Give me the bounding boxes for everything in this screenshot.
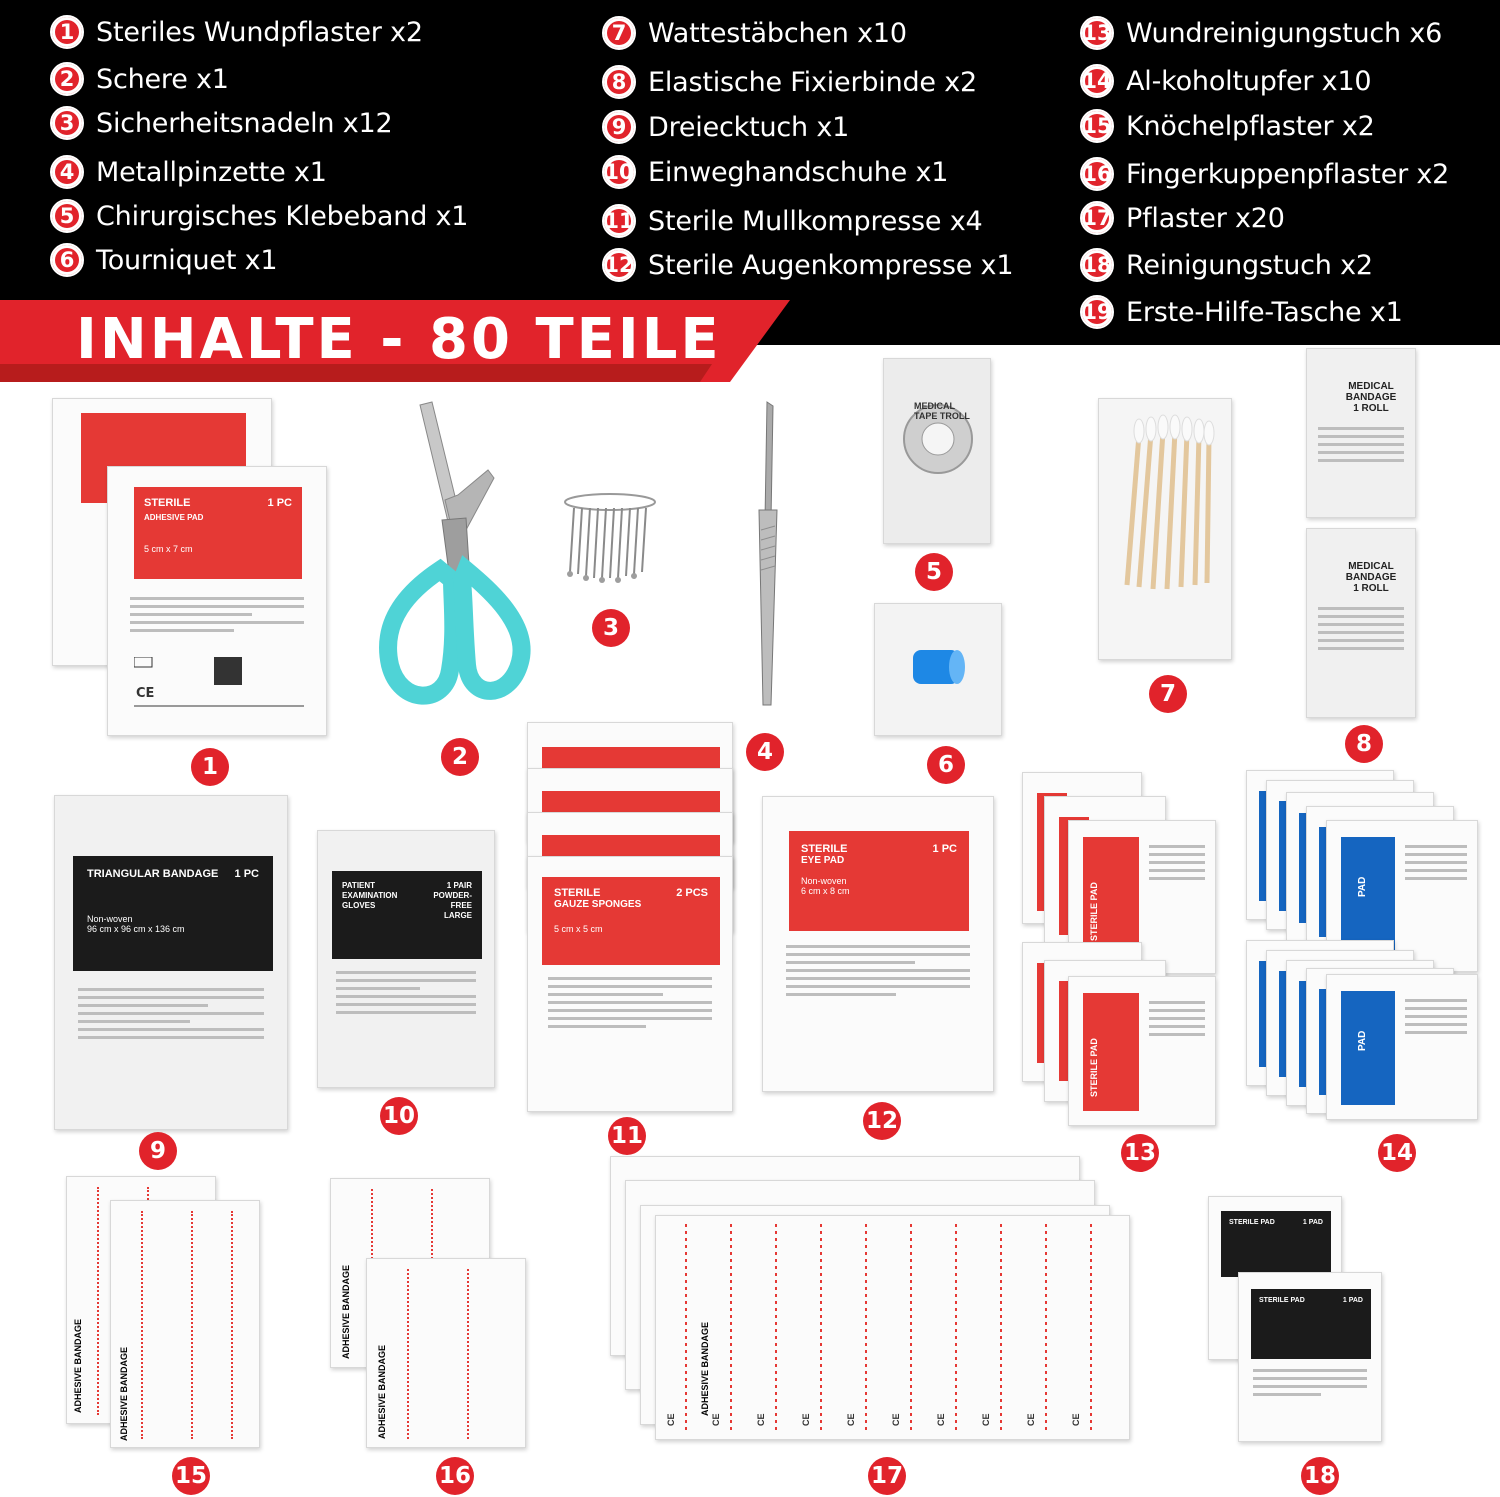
packet-label: STERILE 2 PCS GAUZE SPONGES 5 cm x 5 cm <box>542 877 720 965</box>
item-label: Chirurgisches Klebeband x1 <box>96 200 469 232</box>
packet-label: PATIENT EXAMINATION GLOVES 1 PAIR POWDER-FREE LARGE <box>332 871 482 959</box>
packet-label: TRIANGULAR BANDAGE 1 PC Non-woven 96 cm x 96 cm x 136 cm <box>73 856 273 971</box>
item-badge: 15 <box>172 1457 210 1495</box>
svg-text:CE: CE <box>1071 1413 1081 1426</box>
banner-title: INHALTE - 80 TEILE <box>76 307 722 372</box>
item-badge: 14 <box>1378 1134 1416 1172</box>
list-item <box>602 13 907 53</box>
header-panel <box>0 0 1500 345</box>
list-item <box>602 245 1013 285</box>
item-label: Elastische Fixierbinde x2 <box>648 66 977 98</box>
item-badge: 5 <box>915 553 953 591</box>
packet <box>762 796 994 1092</box>
scissors-icon <box>370 400 540 730</box>
packet <box>1238 1272 1382 1442</box>
svg-text:CE: CE <box>711 1413 721 1426</box>
packet-label: STERILE 1 PC EYE PAD Non-woven 6 cm x 8 cm <box>789 831 969 931</box>
item-badge: 13 <box>1121 1134 1159 1172</box>
packet <box>1098 398 1232 660</box>
packet-label: PAD <box>1357 876 1368 897</box>
bandage-sheet: CE CE CE CE CE CE CE CE CE CE ADHESIVE BANDAGE <box>655 1215 1130 1440</box>
packet <box>527 856 733 1112</box>
item-number: 6 <box>50 243 84 277</box>
packet-label: PAD <box>1357 1030 1368 1051</box>
list-item <box>1080 292 1403 332</box>
svg-text:CE: CE <box>136 686 155 701</box>
tweezers-icon <box>745 400 785 710</box>
packet <box>1306 348 1416 518</box>
packet-label: STERILE PAD <box>1089 1038 1099 1097</box>
list-item <box>50 196 468 236</box>
item-label: Fingerkuppenpflaster x2 <box>1126 158 1450 190</box>
tourniquet-roll-icon <box>909 644 969 690</box>
list-item <box>50 152 327 192</box>
item-number: 7 <box>602 16 636 50</box>
item-badge: 6 <box>927 746 965 784</box>
item-badge: 12 <box>863 1102 901 1140</box>
item-number: 14 <box>1080 64 1114 98</box>
item-badge: 3 <box>592 609 630 647</box>
list-item <box>602 107 849 147</box>
packet <box>317 830 495 1088</box>
item-badge: 18 <box>1301 1457 1339 1495</box>
item-number: 3 <box>50 106 84 140</box>
bandage-strip: ADHESIVE BANDAGE <box>110 1200 260 1448</box>
packet-label: STERILE PAD 1 PAD <box>1251 1289 1371 1359</box>
item-number: 19 <box>1080 295 1114 329</box>
svg-text:CE: CE <box>936 1413 946 1426</box>
packet <box>107 466 327 736</box>
item-badge: 17 <box>868 1457 906 1495</box>
item-number: 15 <box>1080 109 1114 143</box>
packet-label: MEDICAL BANDAGE <box>1345 381 1397 403</box>
list-item <box>50 103 392 143</box>
item-label: Pflaster x20 <box>1126 202 1285 234</box>
packet-sublabel: 1 ROLL <box>1353 583 1389 594</box>
item-number: 2 <box>50 62 84 96</box>
safety-pins-icon <box>560 490 660 590</box>
list-item <box>1080 154 1449 194</box>
item-number: 12 <box>602 248 636 282</box>
packet <box>1306 528 1416 718</box>
list-item <box>1080 13 1442 53</box>
item-badge: 8 <box>1345 725 1383 763</box>
svg-text:CE: CE <box>801 1413 811 1426</box>
list-item <box>1080 106 1375 146</box>
item-label: Knöchelpflaster x2 <box>1126 110 1375 142</box>
list-item <box>602 152 948 192</box>
item-number: 1 <box>50 15 84 49</box>
svg-text:CE: CE <box>666 1413 676 1426</box>
packet <box>1068 976 1216 1126</box>
item-badge: 2 <box>441 738 479 776</box>
bandage-strip: ADHESIVE BANDAGE <box>330 1178 490 1368</box>
item-label: Sicherheitsnadeln x12 <box>96 107 393 139</box>
swab-icon <box>1109 405 1223 615</box>
item-label: Al-koholtupfer x10 <box>1126 65 1372 97</box>
item-label: Wattestäbchen x10 <box>648 17 907 49</box>
plaster-pattern <box>656 1216 1131 1441</box>
item-label: Sterile Augenkompresse x1 <box>648 249 1014 281</box>
item-label: Wundreinigungstuch x6 <box>1126 17 1443 49</box>
packet-label: STERILE 1 PC ADHESIVE PAD 5 cm x 7 cm <box>134 487 302 579</box>
symbols-row <box>134 657 304 717</box>
item-number: 9 <box>602 110 636 144</box>
packet <box>1326 974 1478 1120</box>
item-number: 8 <box>602 65 636 99</box>
item-number: 11 <box>602 204 636 238</box>
packet <box>54 795 288 1130</box>
list-item <box>1080 198 1285 238</box>
item-label: Sterile Mullkompresse x4 <box>648 205 983 237</box>
list-item <box>1080 245 1373 285</box>
packet-text <box>130 597 304 637</box>
item-badge: 11 <box>608 1117 646 1155</box>
list-item <box>602 201 982 241</box>
list-item <box>50 59 229 99</box>
item-number: 18 <box>1080 248 1114 282</box>
item-number: 5 <box>50 199 84 233</box>
list-item <box>1080 61 1371 101</box>
list-item <box>50 12 423 52</box>
item-badge: 16 <box>436 1457 474 1495</box>
svg-text:CE: CE <box>1026 1413 1036 1426</box>
list-item <box>602 62 977 102</box>
item-label: Schere x1 <box>96 63 229 95</box>
item-number: 17 <box>1080 201 1114 235</box>
item-badge: 10 <box>380 1097 418 1135</box>
item-badge: 9 <box>139 1132 177 1170</box>
packet <box>874 603 1002 736</box>
item-number: 4 <box>50 155 84 189</box>
item-label: Steriles Wundpflaster x2 <box>96 16 423 48</box>
item-number: 13 <box>1080 16 1114 50</box>
item-label: Einweghandschuhe x1 <box>648 156 949 188</box>
svg-text:CE: CE <box>846 1413 856 1426</box>
item-badge: 7 <box>1149 675 1187 713</box>
packet <box>883 358 991 544</box>
svg-text:CE: CE <box>981 1413 991 1426</box>
svg-text:CE: CE <box>756 1413 766 1426</box>
list-item <box>50 240 277 280</box>
item-number: 16 <box>1080 157 1114 191</box>
bandage-strip: ADHESIVE BANDAGE <box>66 1176 216 1424</box>
packet-label: MEDICAL BANDAGE <box>1345 561 1397 583</box>
item-label: Reinigungstuch x2 <box>1126 249 1373 281</box>
item-badge: 4 <box>746 733 784 771</box>
item-label: Tourniquet x1 <box>96 244 278 276</box>
bandage-strip: ADHESIVE BANDAGE <box>366 1258 526 1448</box>
svg-text:CE: CE <box>891 1413 901 1426</box>
packet-sublabel: 1 ROLL <box>1353 403 1389 414</box>
item-number: 10 <box>602 155 636 189</box>
packet-label: STERILE PAD 1 PAD <box>1221 1211 1331 1277</box>
packet-label: MEDICAL TAPE TROLL <box>914 401 970 421</box>
item-label: Dreiecktuch x1 <box>648 111 850 143</box>
packet-label: STERILE PAD <box>1089 882 1099 941</box>
item-badge: 1 <box>191 748 229 786</box>
item-label: Erste-Hilfe-Tasche x1 <box>1126 296 1403 328</box>
item-label: Metallpinzette x1 <box>96 156 327 188</box>
